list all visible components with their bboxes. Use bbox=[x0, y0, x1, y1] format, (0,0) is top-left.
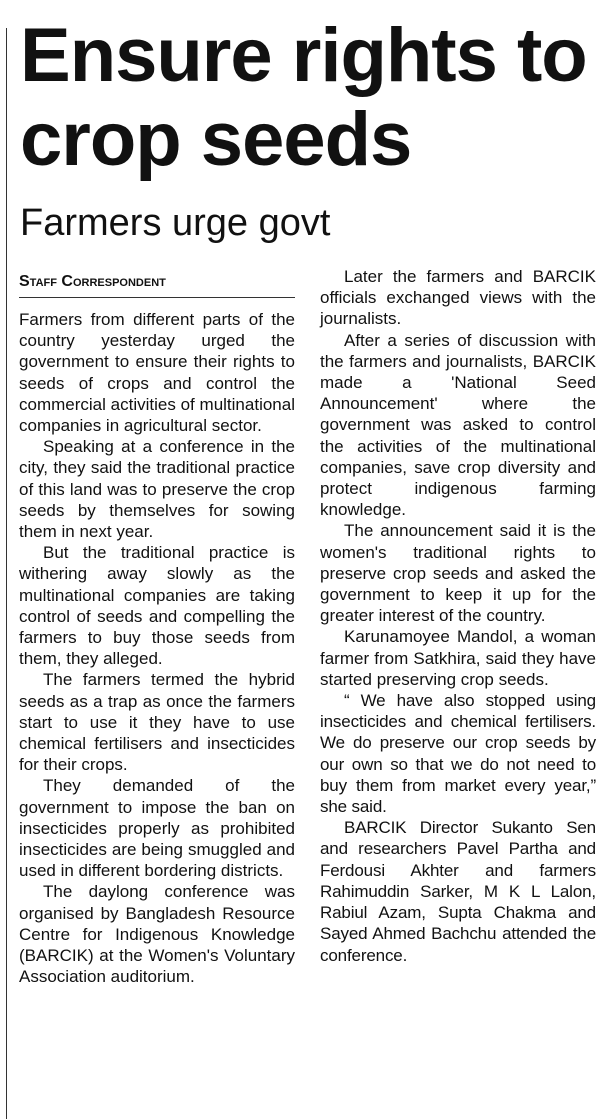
article-paragraph: Karunamoyee Mandol, a woman farmer from Satkhira, said they have started preserving crop seeds. bbox=[320, 627, 596, 689]
article-paragraph: They demanded of the government to impose the ban on insecticides properly as prohibited insecticides are being smuggled and used in different bordering districts. bbox=[19, 776, 295, 881]
byline: Staff Correspondent bbox=[19, 266, 295, 298]
article-paragraph: Later the farmers and BARCIK officials exchanged views with the journalists. bbox=[320, 267, 596, 329]
article-column-left bbox=[19, 266, 295, 988]
article-paragraph: “ We have also stopped using insecticides and chemical fertilisers. We do preserve our crop seeds by our own so that we do not need to buy them from market every year,” she said. bbox=[320, 691, 596, 817]
article-paragraph: After a series of discussion with the farmers and journalists, BARCIK made a 'National Seed Announcement' where the government was asked to control the activities of the multinational companies, save crop diversity and protect indigenous farming knowledge. bbox=[320, 330, 596, 520]
article-paragraph: Speaking at a conference in the city, they said the traditional practice of this land was to preserve the crop seeds by themselves for sowing them in next year. bbox=[19, 437, 295, 542]
article-paragraph: BARCIK Director Sukanto Sen and researchers Pavel Partha and Ferdousi Akhter and farmers Rahimuddin Sarker, M K L Lalon, Rabiul Azam, Supta Chakma and Sayed Ahmed Bachchu attended the conference. bbox=[320, 818, 596, 965]
headline: Ensure rights to crop seeds bbox=[20, 13, 587, 182]
article-paragraph: The announcement said it is the women's traditional rights to preserve crop seeds and asked the government to keep it up for the greater interest of the country. bbox=[320, 521, 596, 626]
article-paragraph: The daylong conference was organised by Bangladesh Resource Centre for Indigenous Knowledge (BARCIK) at the Women's Voluntary Association auditorium. bbox=[19, 882, 295, 987]
article-column-right bbox=[320, 266, 596, 966]
article-paragraph: But the traditional practice is withering away slowly as the multinational companies are taking control of seeds and compelling the farmers to buy those seeds from them, they alleged. bbox=[19, 543, 295, 669]
subheadline: Farmers urge govt bbox=[20, 202, 331, 244]
column-rule bbox=[6, 28, 7, 1119]
article-paragraph: Farmers from different parts of the country yesterday urged the government to ensure their rights to seeds of crops and control the commercial activities of multinational companies in agricultural sector. bbox=[19, 310, 295, 436]
article-paragraph: The farmers termed the hybrid seeds as a trap as once the farmers start to use it they have to use chemical fertilisers and insecticides for their crops. bbox=[19, 670, 295, 775]
